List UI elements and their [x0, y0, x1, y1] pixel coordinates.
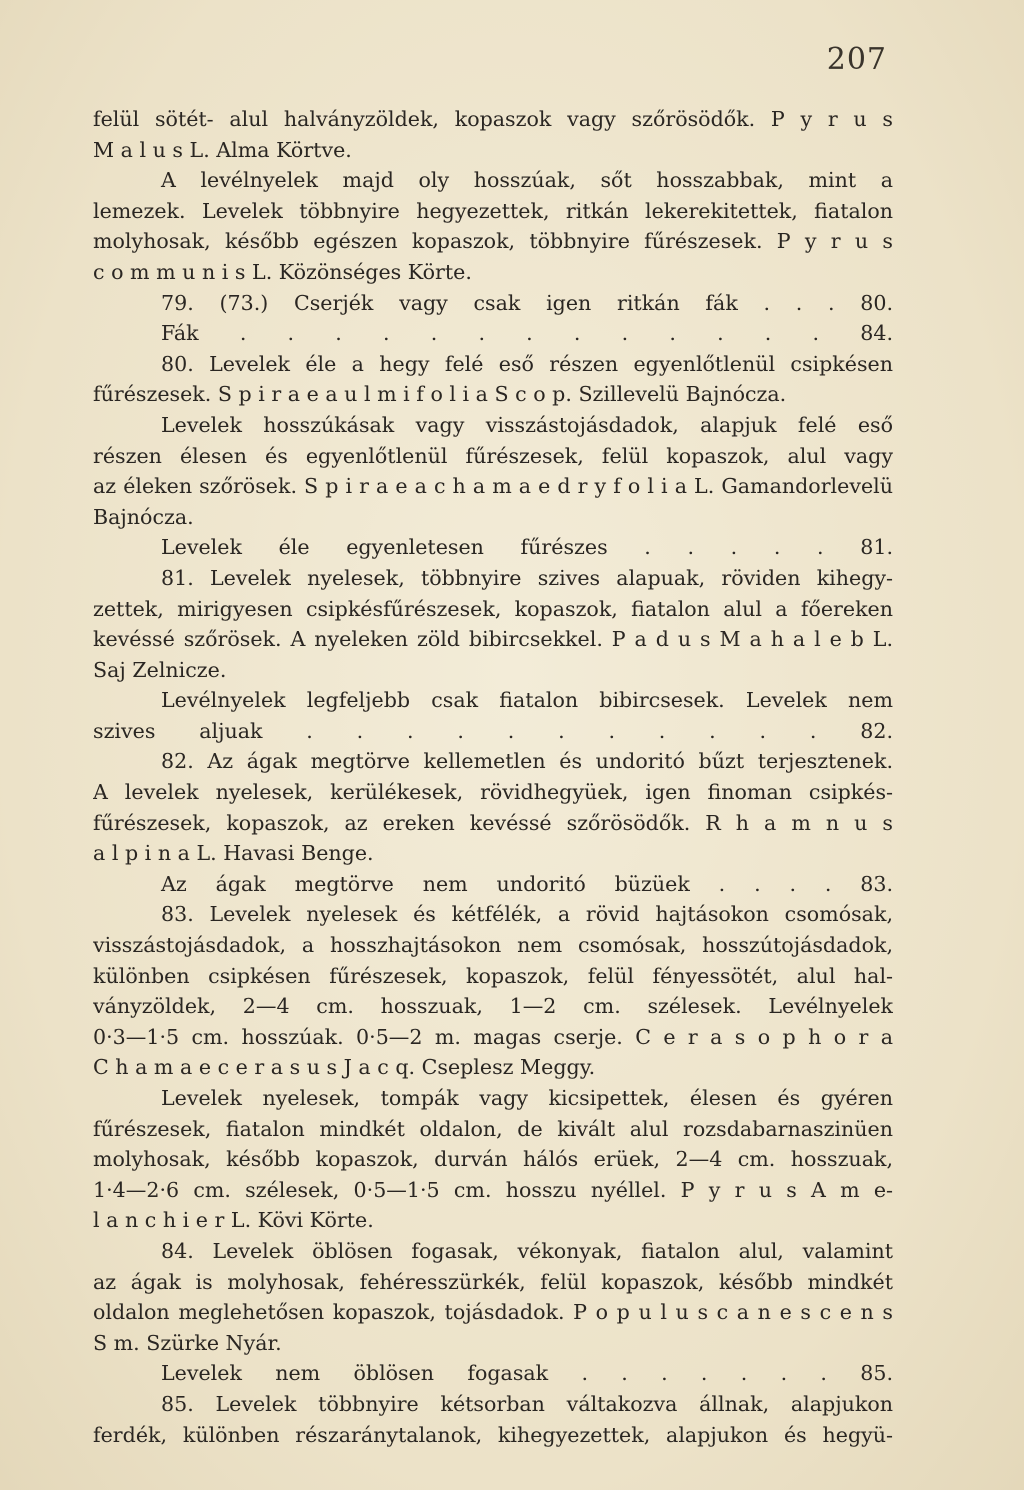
text-line: kevéssé szőrösek. A nyeleken zöld bibircsekkel. P a d u s M a h a l e b L.: [93, 627, 893, 652]
text-line: felül sötét- alul halványzöldek, kopaszok vagy szőrösödők. P y r u s: [93, 107, 893, 131]
text-line: az ágak is molyhosak, fehéresszürkék, felül kopaszok, később mindkét: [93, 1269, 893, 1294]
text-line: 0·3—1·5 cm. hosszúak. 0·5—2 m. magas cserje. C e r a s o p h o r a: [93, 1024, 893, 1049]
text-line: visszástojásdadok, a hosszhajtásokon nem csomósak, hosszútojásdadok,: [93, 933, 893, 958]
text-line: Levelek nyelesek, tompák vagy kicsipettek, élesen és gyéren: [161, 1086, 893, 1110]
text-line: C h a m a e c e r a s u s J a c q. Cseplesz Meggy.: [93, 1055, 596, 1080]
text-line: l a n c h i e r L. Kövi Körte.: [93, 1208, 374, 1233]
text-line: a l p i n a L. Havasi Benge.: [93, 841, 374, 866]
body-text: [93, 104, 893, 1450]
text-line: 79. (73.) Cserjék vagy csak igen ritkán fák . . . 80.: [161, 290, 893, 315]
text-line: 80. Levelek éle a hegy felé eső részen egyenlőtlenül csipkésen: [161, 351, 893, 376]
text-line: 81. Levelek nyelesek, többnyire szives alapuak, röviden kihegy-: [161, 565, 893, 590]
text-line: Levelek éle egyenletesen fűrészes . . . . . 81.: [161, 535, 893, 560]
text-line: fűrészesek. S p i r a e a u l m i f o l i a S c o p. Szillevelü Bajnócza.: [93, 382, 787, 407]
text-line: Bajnócza.: [93, 504, 194, 529]
text-line: Az ágak megtörve nem undoritó büzüek . . . . 83.: [161, 871, 893, 896]
text-line: ványzöldek, 2—4 cm. hosszuak, 1—2 cm. szélesek. Levélnyelek: [93, 994, 893, 1019]
text-line: molyhosak, később egészen kopaszok, többnyire fűrészesek. P y r u s: [93, 229, 893, 254]
text-line: lemezek. Levelek többnyire hegyezettek, ritkán lekerekitettek, fiatalon: [93, 198, 893, 223]
text-line: molyhosak, később kopaszok, durván hálós erüek, 2—4 cm. hosszuak,: [93, 1147, 893, 1172]
text-line: M a l u s L. Alma Körtve.: [93, 137, 352, 162]
text-line: fűrészesek, fiatalon mindkét oldalon, de kivált alul rozsdabarnaszinüen: [93, 1116, 893, 1141]
text-line: c o m m u n i s L. Közönséges Körte.: [93, 259, 472, 284]
text-line: szives aljuak . . . . . . . . . . . 82.: [93, 718, 893, 743]
text-line: Saj Zelnicze.: [93, 657, 227, 682]
page-number: 207: [826, 42, 887, 77]
text-line: 83. Levelek nyelesek és kétfélék, a rövid hajtásokon csomósak,: [161, 902, 893, 927]
text-line: Levelek nem öblösen fogasak . . . . . . . 85.: [161, 1361, 893, 1386]
text-line: oldalon meglehetősen kopaszok, tojásdadok. P o p u l u s c a n e s c e n s: [93, 1300, 893, 1325]
text-line: részen élesen és egyenlőtlenül fűrészesek, felül kopaszok, alul vagy: [93, 443, 893, 468]
text-line: A levelek nyelesek, kerülékesek, rövidhegyüek, igen finoman csipkés-: [93, 780, 893, 805]
text-line: 1·4—2·6 cm. szélesek, 0·5—1·5 cm. hosszu nyéllel. P y r u s A m e-: [93, 1177, 893, 1202]
text-line: 84. Levelek öblösen fogasak, vékonyak, fiatalon alul, valamint: [161, 1238, 893, 1263]
text-line: zettek, mirigyesen csipkésfűrészesek, kopaszok, fiatalon alul a főereken: [93, 596, 893, 621]
text-line: az éleken szőrösek. S p i r a e a c h a m a e d r y f o l i a L. Gamandorlevelü: [93, 474, 893, 499]
text-line: Levélnyelek legfeljebb csak fiatalon bibircsesek. Levelek nem: [161, 688, 893, 713]
text-line: különben csipkésen fűrészesek, kopaszok, felül fényessötét, alul hal-: [93, 963, 893, 988]
text-line: 85. Levelek többnyire kétsorban váltakozva állnak, alapjukon: [161, 1391, 893, 1416]
text-line: Fák . . . . . . . . . . . . . 84.: [161, 321, 893, 346]
text-line: 82. Az ágak megtörve kellemetlen és undoritó bűzt terjesztenek.: [161, 749, 893, 774]
text-line: Levelek hosszúkásak vagy visszástojásdadok, alapjuk felé eső: [161, 412, 893, 437]
text-line: S m. Szürke Nyár.: [93, 1330, 282, 1355]
text-line: ferdék, különben részaránytalanok, kihegyezettek, alapjukon és hegyü-: [93, 1422, 893, 1447]
text-line: A levélnyelek majd oly hosszúak, sőt hosszabbak, mint a: [161, 168, 893, 193]
text-line: fűrészesek, kopaszok, az ereken kevéssé szőrösödők. R h a m n u s: [93, 810, 893, 835]
